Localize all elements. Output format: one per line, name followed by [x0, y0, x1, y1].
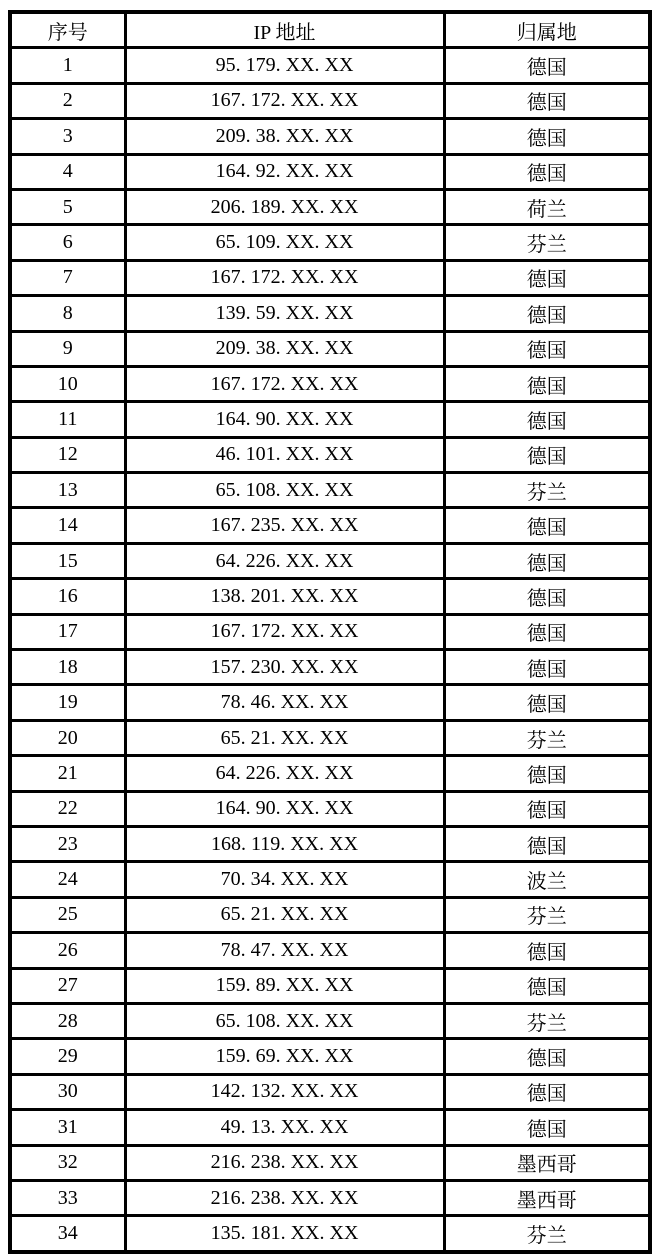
cell-location: 荷兰 [444, 189, 650, 224]
cell-location: 德国 [444, 260, 650, 295]
cell-index: 28 [10, 1003, 125, 1038]
table-row [10, 154, 650, 189]
cell-ip: 65. 21. XX. XX [125, 720, 444, 755]
table-row [10, 579, 650, 614]
cell-location: 德国 [444, 791, 650, 826]
cell-index: 23 [10, 826, 125, 861]
table-row [10, 791, 650, 826]
cell-ip: 65. 21. XX. XX [125, 897, 444, 932]
cell-location: 德国 [444, 614, 650, 649]
table-row [10, 402, 650, 437]
cell-location: 德国 [444, 154, 650, 189]
cell-index: 6 [10, 225, 125, 260]
cell-index: 2 [10, 83, 125, 118]
cell-ip: 65. 108. XX. XX [125, 1003, 444, 1038]
cell-location: 芬兰 [444, 1003, 650, 1038]
ip-table [8, 10, 652, 1254]
cell-ip: 78. 46. XX. XX [125, 685, 444, 720]
cell-index: 32 [10, 1145, 125, 1180]
cell-index: 29 [10, 1039, 125, 1074]
cell-location: 德国 [444, 331, 650, 366]
table-row [10, 756, 650, 791]
cell-index: 33 [10, 1180, 125, 1215]
cell-index: 10 [10, 366, 125, 401]
cell-location: 墨西哥 [444, 1145, 650, 1180]
table-row [10, 826, 650, 861]
cell-ip: 64. 226. XX. XX [125, 756, 444, 791]
cell-index: 34 [10, 1216, 125, 1252]
cell-index: 12 [10, 437, 125, 472]
table-row [10, 1180, 650, 1215]
cell-ip: 206. 189. XX. XX [125, 189, 444, 224]
table-row [10, 720, 650, 755]
cell-location: 德国 [444, 83, 650, 118]
cell-location: 德国 [444, 437, 650, 472]
cell-ip: 65. 108. XX. XX [125, 473, 444, 508]
table-row [10, 48, 650, 83]
cell-location: 墨西哥 [444, 1180, 650, 1215]
cell-ip: 216. 238. XX. XX [125, 1180, 444, 1215]
cell-ip: 49. 13. XX. XX [125, 1110, 444, 1145]
cell-ip: 138. 201. XX. XX [125, 579, 444, 614]
table-row [10, 650, 650, 685]
cell-location: 德国 [444, 1110, 650, 1145]
table-row [10, 1110, 650, 1145]
cell-index: 19 [10, 685, 125, 720]
cell-index: 7 [10, 260, 125, 295]
table-row [10, 296, 650, 331]
table-row [10, 933, 650, 968]
cell-location: 德国 [444, 968, 650, 1003]
cell-ip: 167. 172. XX. XX [125, 366, 444, 401]
cell-ip: 164. 90. XX. XX [125, 791, 444, 826]
header-row [10, 12, 650, 48]
table-row [10, 543, 650, 578]
cell-location: 德国 [444, 933, 650, 968]
table-row [10, 508, 650, 543]
cell-index: 25 [10, 897, 125, 932]
cell-location: 德国 [444, 685, 650, 720]
cell-ip: 157. 230. XX. XX [125, 650, 444, 685]
table-row [10, 437, 650, 472]
table-row [10, 685, 650, 720]
table-row [10, 1039, 650, 1074]
cell-location: 芬兰 [444, 897, 650, 932]
cell-index: 9 [10, 331, 125, 366]
cell-index: 18 [10, 650, 125, 685]
table-row [10, 473, 650, 508]
table-row [10, 1003, 650, 1038]
table-row [10, 119, 650, 154]
cell-index: 17 [10, 614, 125, 649]
cell-location: 德国 [444, 826, 650, 861]
cell-location: 波兰 [444, 862, 650, 897]
cell-location: 芬兰 [444, 1216, 650, 1252]
cell-ip: 209. 38. XX. XX [125, 119, 444, 154]
table-row [10, 897, 650, 932]
table-row [10, 614, 650, 649]
cell-ip: 159. 89. XX. XX [125, 968, 444, 1003]
cell-index: 22 [10, 791, 125, 826]
cell-ip: 70. 34. XX. XX [125, 862, 444, 897]
cell-index: 1 [10, 48, 125, 83]
cell-ip: 167. 235. XX. XX [125, 508, 444, 543]
table-row [10, 862, 650, 897]
cell-ip: 168. 119. XX. XX [125, 826, 444, 861]
table-row [10, 331, 650, 366]
cell-ip: 95. 179. XX. XX [125, 48, 444, 83]
cell-location: 德国 [444, 756, 650, 791]
cell-index: 31 [10, 1110, 125, 1145]
column-header-index: 序号 [10, 12, 125, 48]
table-row [10, 366, 650, 401]
cell-ip: 167. 172. XX. XX [125, 83, 444, 118]
cell-ip: 64. 226. XX. XX [125, 543, 444, 578]
cell-location: 德国 [444, 543, 650, 578]
cell-index: 8 [10, 296, 125, 331]
cell-location: 德国 [444, 508, 650, 543]
cell-location: 德国 [444, 650, 650, 685]
cell-ip: 78. 47. XX. XX [125, 933, 444, 968]
table-row [10, 189, 650, 224]
cell-ip: 164. 90. XX. XX [125, 402, 444, 437]
cell-index: 3 [10, 119, 125, 154]
cell-ip: 65. 109. XX. XX [125, 225, 444, 260]
table-row [10, 225, 650, 260]
table-row [10, 968, 650, 1003]
table-row [10, 260, 650, 295]
cell-ip: 167. 172. XX. XX [125, 260, 444, 295]
cell-index: 30 [10, 1074, 125, 1109]
column-header-ip: IP 地址 [125, 12, 444, 48]
table-row [10, 83, 650, 118]
cell-index: 5 [10, 189, 125, 224]
cell-location: 芬兰 [444, 720, 650, 755]
cell-ip: 209. 38. XX. XX [125, 331, 444, 366]
table-row [10, 1145, 650, 1180]
cell-location: 德国 [444, 579, 650, 614]
cell-location: 德国 [444, 296, 650, 331]
cell-index: 24 [10, 862, 125, 897]
cell-location: 芬兰 [444, 225, 650, 260]
cell-location: 德国 [444, 366, 650, 401]
cell-ip: 142. 132. XX. XX [125, 1074, 444, 1109]
cell-index: 20 [10, 720, 125, 755]
cell-ip: 159. 69. XX. XX [125, 1039, 444, 1074]
cell-index: 15 [10, 543, 125, 578]
cell-location: 德国 [444, 402, 650, 437]
cell-location: 德国 [444, 1039, 650, 1074]
cell-ip: 139. 59. XX. XX [125, 296, 444, 331]
cell-location: 芬兰 [444, 473, 650, 508]
cell-ip: 46. 101. XX. XX [125, 437, 444, 472]
column-header-location: 归属地 [444, 12, 650, 48]
cell-location: 德国 [444, 48, 650, 83]
cell-ip: 135. 181. XX. XX [125, 1216, 444, 1252]
cell-ip: 216. 238. XX. XX [125, 1145, 444, 1180]
cell-index: 11 [10, 402, 125, 437]
cell-index: 16 [10, 579, 125, 614]
ip-table-container [8, 10, 652, 1254]
cell-location: 德国 [444, 119, 650, 154]
cell-index: 21 [10, 756, 125, 791]
table-body [10, 48, 650, 1252]
cell-ip: 167. 172. XX. XX [125, 614, 444, 649]
cell-index: 14 [10, 508, 125, 543]
cell-ip: 164. 92. XX. XX [125, 154, 444, 189]
table-row [10, 1074, 650, 1109]
cell-index: 4 [10, 154, 125, 189]
cell-index: 13 [10, 473, 125, 508]
cell-index: 26 [10, 933, 125, 968]
cell-location: 德国 [444, 1074, 650, 1109]
table-row [10, 1216, 650, 1252]
cell-index: 27 [10, 968, 125, 1003]
